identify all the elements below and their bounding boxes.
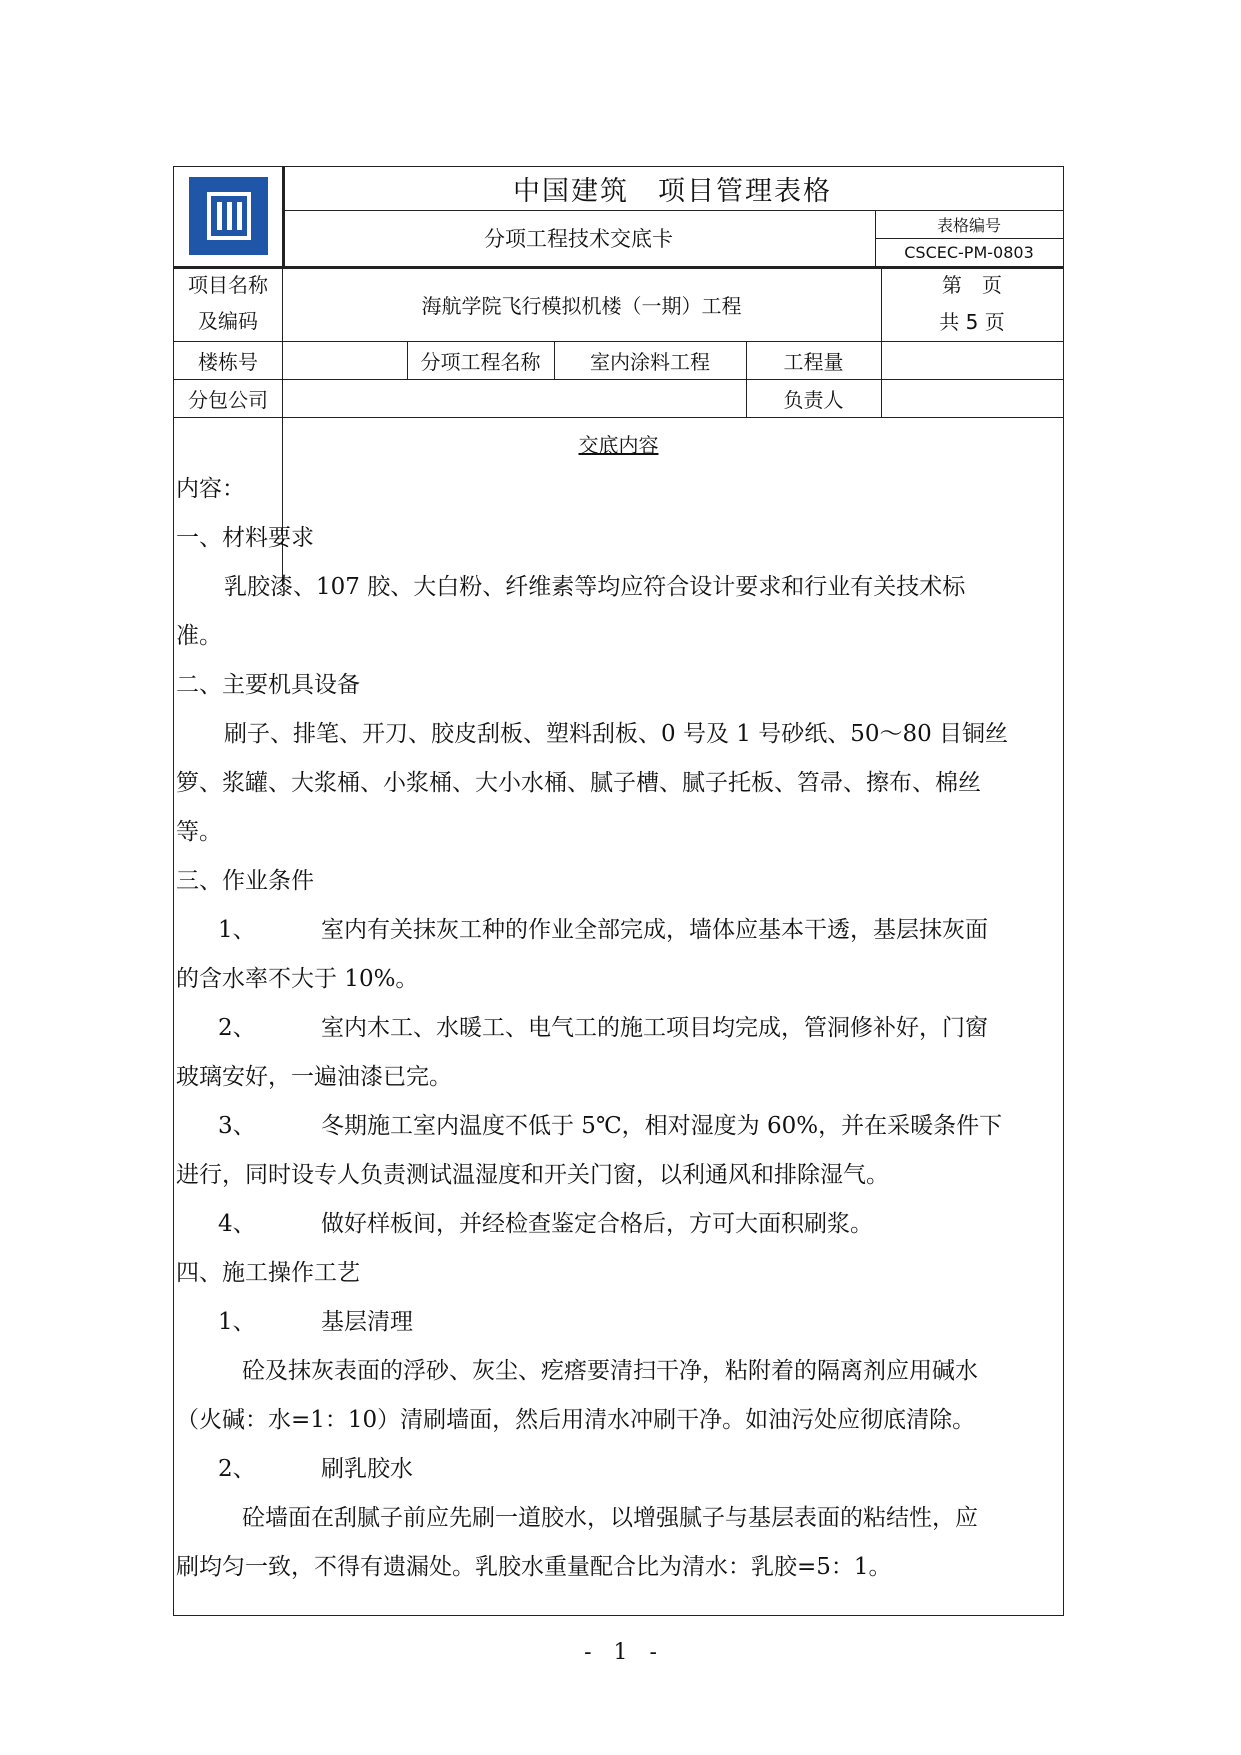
step-2-text: 砼墙面在刮腻子前应先刷一道胶水，以增强腻子与基层表面的粘结性，应	[242, 1505, 978, 1531]
project-name: 海航学院飞行模拟机楼（一期）工程	[421, 293, 742, 318]
page-title: 中国建筑 项目管理表格	[513, 176, 832, 207]
section-2-text: 刷子、排笔、开刀、胶皮刮板、塑料刮板、0 号及 1 号砂纸、50～80 目铜丝	[224, 721, 1009, 747]
building-label: 楼栋号	[198, 349, 258, 374]
logo-icon	[199, 186, 259, 246]
page-number: - 1 -	[584, 1640, 657, 1665]
section-1-text-cont: 准。	[176, 623, 222, 649]
subitem-value: 室内涂料工程	[590, 349, 710, 374]
person-value	[881, 379, 1063, 417]
person-label: 负责人	[783, 387, 844, 412]
intro: 内容：	[176, 476, 245, 502]
section-1-text: 乳胶漆、107 胶、大白粉、纤维素等均应符合设计要求和行业有关技术标	[224, 574, 966, 600]
condition-3-cont: 进行，同时设专人负责测试温湿度和开关门窗，以利通风和排除湿气。	[176, 1162, 889, 1188]
condition-2-cont: 玻璃安好，一遍油漆已完。	[176, 1064, 452, 1090]
section-2-text-cont: 箩、浆罐、大浆桶、小浆桶、大小水桶、腻子槽、腻子托板、笤帚、擦布、棉丝	[176, 770, 981, 796]
quantity-label: 工程量	[783, 349, 844, 374]
building-value	[282, 341, 407, 379]
section-1-title: 一、材料要求	[176, 525, 314, 551]
subcontractor-label: 分包公司	[188, 387, 268, 412]
subcontractor-value	[282, 379, 746, 417]
condition-1-cont: 的含水率不大于 10%。	[176, 966, 419, 992]
form-subtitle: 分项工程技术交底卡	[484, 227, 673, 251]
subitem-label: 分项工程名称	[420, 349, 541, 374]
form-number-label: 表格编号	[936, 215, 1001, 235]
quantity-value	[881, 341, 1063, 379]
section-2-title: 二、主要机具设备	[176, 672, 360, 698]
section-2-text-end: 等。	[176, 819, 222, 845]
project-label: 项目名称 及编码	[188, 273, 268, 333]
content-heading: 交底内容	[578, 432, 659, 457]
step-1-text-cont: （火碱：水=1：10）清刷墙面，然后用清水冲刷干净。如油污处应彻底清除。	[176, 1407, 976, 1433]
step-2-text-cont: 刷均匀一致，不得有遗漏处。乳胶水重量配合比为清水：乳胶=5：1。	[176, 1554, 892, 1580]
step-1-text: 砼及抹灰表面的浮砂、灰尘、疙瘩要清扫干净，粘附着的隔离剂应用碱水	[242, 1358, 978, 1384]
section-4-title: 四、施工操作工艺	[176, 1260, 360, 1286]
form-sheet: 中国建筑 项目管理表格 分项工程技术交底卡 表格编号 CSCEC-PM-0803 项目名称 及编码 海航学院飞行模拟机楼（一期）工程 第 页 共 5 页 楼栋号 分项工程名称 室内涂料工程 工程量 分包公司 负责人 交底内容 内容： 一、材料要求 乳胶漆、107 胶、大白粉、纤维素等均应符合设计要求和行业有关技术标 准。 二、主要机具设备 刷子、排笔、开刀、胶皮刮板、塑料刮板、0 号及 1 号砂纸、50～80 目铜丝 箩、浆罐、大浆桶、小浆桶、大小水桶、腻子槽、腻子托板、笤帚、擦布、棉丝 等。 三、作业条件 1、 室内有关抹灰工种的作业全部完成，墙体应基本干透，基层抹灰面 的含水率不大于 10%。 2、 室内木工、水暖工、电气工的施工项目均完成，管洞修补好，门窗 玻璃安好，一遍油漆已完。 3、 冬期施工室内温度不低于 5℃，相对湿度为 60%，并在采暖条件下 进行，同时设专人负责测试温湿度和开关门窗，以利通风和排除湿气。 4、 做好样板间，并经检查鉴定合格后，方可大面积刷浆。 四、施工操作工艺 1、 基层清理 砼及抹灰表面的浮砂、灰尘、疙瘩要清扫干净，粘附着的隔离剂应用碱水 （火碱：水=1：10）清刷墙面，然后用清水冲刷干净。如油污处应彻底清除。 2、 刷乳胶水 砼墙面在刮腻子前应先刷一道胶水，以增强腻子与基层表面的粘结性，应 刷均匀一致，不得有遗漏处。乳胶水重量配合比为清水：乳胶=5：1。	[173, 166, 1064, 1616]
section-3-title: 三、作业条件	[176, 868, 314, 894]
cscec-logo	[189, 177, 268, 255]
form-number: CSCEC-PM-0803	[904, 242, 1034, 262]
page-info: 第 页 共 5 页	[939, 273, 1005, 334]
